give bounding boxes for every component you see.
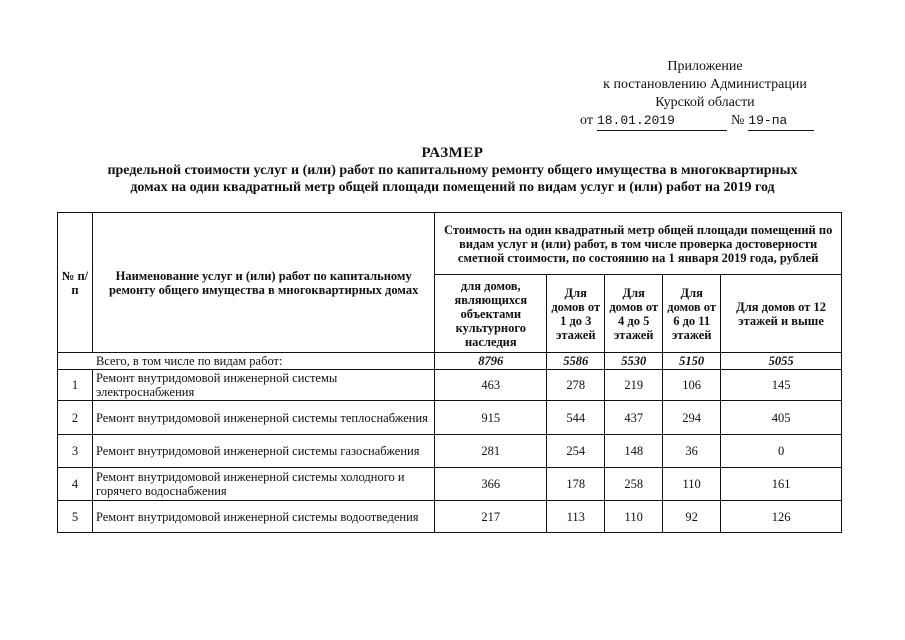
total-value: 5530	[605, 353, 663, 370]
table-row	[58, 435, 842, 468]
row-name: Ремонт внутридомовой инженерной системы теплоснабжения	[92, 401, 434, 435]
row-value: 366	[435, 468, 547, 501]
row-value: 294	[663, 401, 721, 435]
row-value: 0	[721, 435, 842, 468]
row-value: 92	[663, 501, 721, 533]
row-name: Ремонт внутридомовой инженерной системы газоснабжения	[92, 435, 434, 468]
header-num: № п/п	[58, 213, 93, 353]
header-col2: Для домов от 1 до 3 этажей	[547, 275, 605, 353]
table-row	[58, 468, 842, 501]
total-value: 8796	[435, 353, 547, 370]
cost-table	[57, 212, 842, 533]
row-value: 217	[435, 501, 547, 533]
header-col5: Для домов от 12 этажей и выше	[721, 275, 842, 353]
row-value: 106	[663, 370, 721, 401]
header-row-1	[58, 213, 842, 275]
row-value: 113	[547, 501, 605, 533]
row-value: 258	[605, 468, 663, 501]
row-value: 148	[605, 435, 663, 468]
row-num: 3	[58, 435, 93, 468]
row-value: 161	[721, 468, 842, 501]
table-row	[58, 370, 842, 401]
table-row	[58, 401, 842, 435]
row-value: 219	[605, 370, 663, 401]
row-num: 4	[58, 468, 93, 501]
title-line3: домах на один квадратный метр общей площади помещений по видам услуг и (или) работ на 2019 год	[130, 180, 775, 195]
appendix-line2: к постановлению Администрации	[603, 77, 807, 92]
order-number: 19-па	[748, 112, 814, 131]
from-label: от	[580, 113, 593, 128]
row-value: 178	[547, 468, 605, 501]
header-col4: Для домов от 6 до 11 этажей	[663, 275, 721, 353]
row-value: 110	[663, 468, 721, 501]
order-date: 18.01.2019	[597, 112, 727, 131]
table-row	[58, 501, 842, 533]
total-value: 5586	[547, 353, 605, 370]
row-value: 110	[605, 501, 663, 533]
row-value: 544	[547, 401, 605, 435]
row-value: 254	[547, 435, 605, 468]
row-name: Ремонт внутридомовой инженерной системы электроснабжения	[92, 370, 434, 401]
order-reference	[580, 112, 880, 131]
number-label: №	[730, 113, 745, 128]
row-name: Ремонт внутридомовой инженерной системы холодного и горячего водоснабжения	[92, 468, 434, 501]
row-value: 405	[721, 401, 842, 435]
row-value: 126	[721, 501, 842, 533]
row-num: 1	[58, 370, 93, 401]
header-col3: Для домов от 4 до 5 этажей	[605, 275, 663, 353]
appendix-block	[580, 58, 880, 131]
total-value: 5150	[663, 353, 721, 370]
row-value: 463	[435, 370, 547, 401]
total-row	[58, 353, 842, 370]
header-col1: для домов, являющихся объектами культурного наследия	[435, 275, 547, 353]
title-line2: предельной стоимости услуг и (или) работ по капитальному ремонту общего имущества в многоквартирных	[107, 163, 798, 178]
row-num: 5	[58, 501, 93, 533]
header-name: Наименование услуг и (или) работ по капитальному ремонту общего имущества в многоквартирных домах	[92, 213, 434, 353]
title-line1: РАЗМЕР	[421, 145, 484, 161]
row-value: 915	[435, 401, 547, 435]
total-value: 5055	[721, 353, 842, 370]
row-value: 437	[605, 401, 663, 435]
row-value: 281	[435, 435, 547, 468]
row-value: 145	[721, 370, 842, 401]
header-cost: Стоимость на один квадратный метр общей площади помещений по видам услуг и (или) работ, в том числе проверка достоверности сметной стоимости, по состоянию на 1 января 2019 года, рублей	[435, 213, 842, 275]
row-value: 278	[547, 370, 605, 401]
row-num: 2	[58, 401, 93, 435]
appendix-line1: Приложение	[667, 59, 743, 74]
appendix-line3: Курской области	[655, 95, 755, 110]
document-title	[0, 145, 905, 196]
row-value: 36	[663, 435, 721, 468]
total-label: Всего, в том числе по видам работ:	[58, 353, 435, 370]
row-name: Ремонт внутридомовой инженерной системы водоотведения	[92, 501, 434, 533]
